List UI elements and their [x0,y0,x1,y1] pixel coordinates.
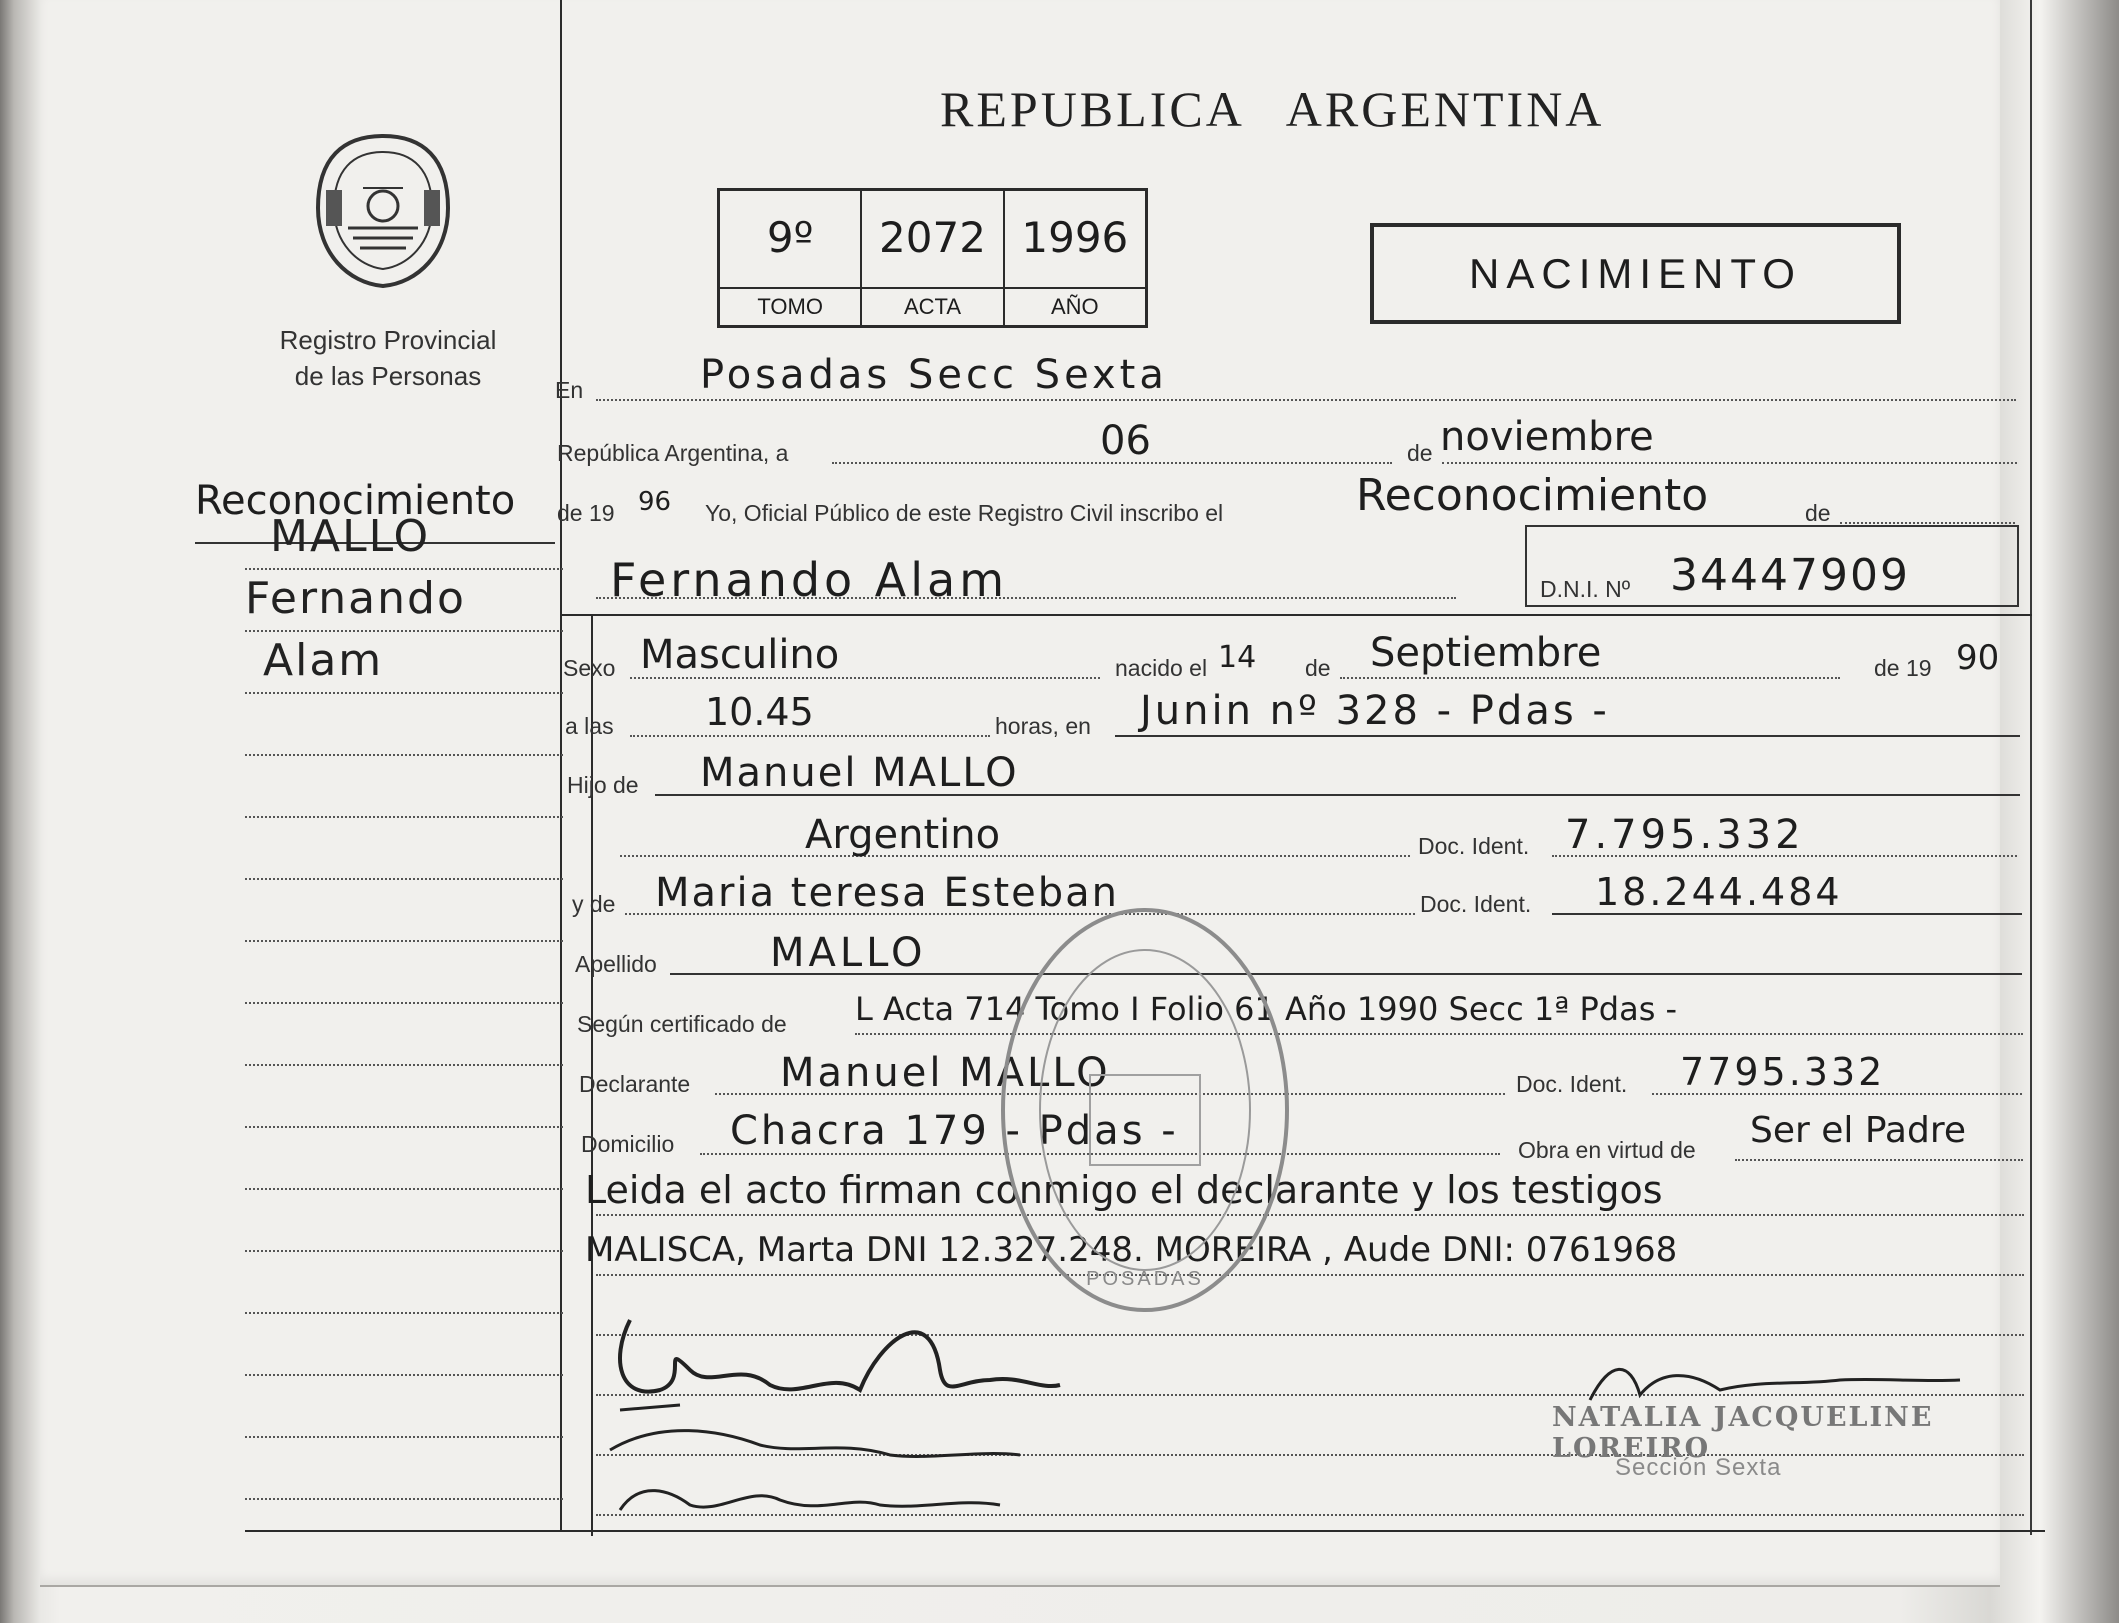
inscribo-value: Reconocimiento [1356,470,1709,521]
month-dotted-line [1442,460,2017,464]
month-value: noviembre [1440,414,1654,460]
margin-line [245,1190,563,1252]
country-title: REPUBLICA ARGENTINA [940,81,1605,137]
en-value: Posadas Secc Sexta [700,352,1168,398]
birth-month: Septiembre [1370,630,1602,676]
tomo-cell [720,191,862,325]
de19-label: de 19 [1874,655,1932,681]
obra-value: Ser el Padre [1750,1110,1966,1151]
signatures-witnesses [600,1280,1160,1540]
mother-name: Maria teresa Esteban [655,870,1120,916]
obra-line [1735,1157,2023,1161]
margin-surname: MALLO [270,511,431,562]
margin-line [245,1066,563,1128]
apellido-value: MALLO [770,930,927,976]
closing-text-b: MALISCA, Marta DNI 12.327.248. MOREIRA , Aude DNI: 0761968 [585,1230,1678,1270]
declarante-label: Declarante [579,1071,691,1097]
year-prefix-label: de 19 [557,500,615,526]
anio-cell [1005,191,1145,325]
margin-line [245,756,563,818]
margin-line [245,818,563,880]
father-nat-line [620,853,1410,857]
birth-place: Junin nº 328 - Pdas - [1140,688,1610,734]
domicilio-label: Domicilio [581,1131,675,1157]
acta-value: 2072 [879,213,986,262]
stamp-center-text: POSADAS [1086,1268,1204,1290]
declarante-doc: 7795.332 [1680,1050,1886,1094]
margin-line [245,1252,563,1314]
record-type-box: NACIMIENTO [1370,223,1901,324]
republica-label: República Argentina, a [557,440,789,466]
margin-line [245,508,563,570]
right-border [2030,0,2032,1535]
apellido-label: Apellido [575,951,657,977]
anio-value: 1996 [1021,213,1129,262]
officer-section-stamp: Sección Sexta [1615,1454,1782,1481]
text-line-1 [596,1212,2024,1216]
tomo-value: 9º [766,213,814,262]
segun-value: L Acta 714 Tomo I Folio 61 Año 1990 Secc 1ª Pdas - [855,990,1678,1028]
father-doc-label: Doc. Ident. [1418,833,1530,859]
dni-label: D.N.I. Nº [1540,576,1631,602]
margin-note: Reconocimiento [195,478,516,524]
month-de-label: de [1407,440,1433,466]
sexo-value: Masculino [640,632,840,678]
domicilio-value: Chacra 179 - Pdas - [730,1108,1179,1154]
registry-line-1: Registro Provincial [279,325,497,355]
father-nationality: Argentino [805,812,1001,858]
father-doc: 7.795.332 [1565,812,1805,858]
sexo-label: Sexo [563,655,616,681]
closing-text-a: Leida el acto firman conmigo el declarante y los testigos [585,1168,1663,1212]
officer-text: Yo, Oficial Público de este Registro Civil inscribo el [705,500,1224,526]
margin-line [245,1128,563,1190]
birth-certificate-page [40,0,2000,1587]
section-divider [562,614,2032,616]
official-stamp [995,905,1295,1315]
inscribo-dotted-line [1840,520,2015,524]
father-name: Manuel MALLO [700,750,1019,796]
declarante-doc-label: Doc. Ident. [1516,1071,1628,1097]
obra-label: Obra en virtud de [1518,1137,1696,1163]
registry-line-2: de las Personas [294,361,482,391]
margin-name-1: Fernando [245,573,466,624]
en-label: En [555,377,584,403]
officer-name-stamp: NATALIA JACQUELINE LOREIRO [1552,1402,1934,1464]
misiones-seal-icon [308,128,458,293]
text-line-2 [596,1272,2024,1276]
margin-line [245,1314,563,1376]
person-name: Fernando Alam [610,553,1009,607]
tomo-label: TOMO [720,287,860,325]
dni-value: 34447909 [1670,550,1910,601]
margin-line [245,1376,563,1438]
margin-line [245,1438,563,1500]
year-suffix: 96 [638,487,672,517]
margin-line [245,694,563,756]
yde-label: y de [572,891,616,917]
horas-label: horas, en [995,713,1091,739]
segun-label: Según certificado de [577,1011,787,1037]
name-dotted-line [596,595,1456,599]
record-number-table [717,188,1148,328]
acta-label: ACTA [862,287,1002,325]
margin-line [245,632,563,694]
birth-time: 10.45 [705,690,814,734]
registry-name [210,322,566,394]
margin-line [245,1004,563,1066]
birth-year: 90 [1956,638,2000,678]
anio-label: AÑO [1005,287,1145,325]
declarante-value: Manuel MALLO [780,1050,1111,1096]
birth-day: 14 [1218,640,1257,675]
hijo-label: Hijo de [567,772,639,798]
margin-lines [245,508,563,1500]
margin-line [245,942,563,1004]
margin-line [245,880,563,942]
alas-label: a las [565,713,614,739]
acta-cell [862,191,1004,325]
margin-name-2: Alam [263,635,384,686]
mother-doc-label: Doc. Ident. [1420,891,1532,917]
de-after-label: de [1805,500,1831,526]
day-value: 06 [1100,418,1151,464]
nacido-label: nacido el [1115,655,1208,681]
margin-line [245,570,563,632]
birth-month-de-label: de [1305,655,1331,681]
mother-doc: 18.244.484 [1595,870,1843,914]
